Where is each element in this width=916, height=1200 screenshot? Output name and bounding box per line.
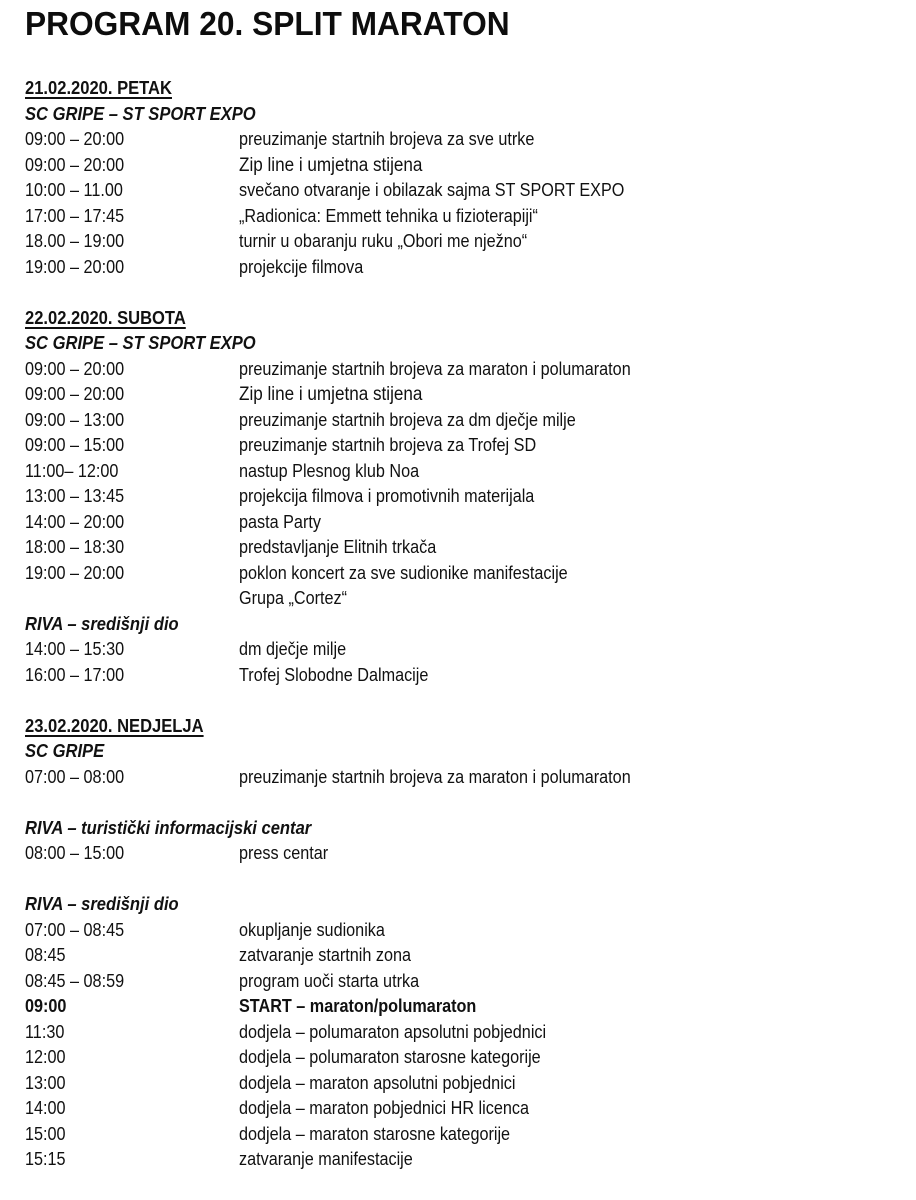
time-cell: 08:45 [25, 945, 66, 965]
schedule-row [25, 1071, 905, 1097]
schedule-row [25, 433, 905, 459]
time-cell: 08:00 – 15:00 [25, 843, 125, 863]
schedule-row [25, 586, 905, 612]
location-header: SC GRIPE [25, 741, 105, 761]
activity-cell: dodjela – maraton pobjednici HR licenca [239, 1098, 529, 1118]
time-cell: 10:00 – 11.00 [25, 180, 123, 200]
time-cell: 19:00 – 20:00 [25, 256, 125, 277]
time-cell: 09:00 – 20:00 [25, 384, 125, 404]
activity-cell: nastup Plesnog klub Noa [239, 460, 420, 481]
spacer [25, 867, 905, 893]
time-cell: 14:00 – 20:00 [25, 511, 125, 532]
time-cell: 09:00 – 13:00 [25, 409, 125, 430]
schedule-row [25, 561, 905, 587]
schedule-row [25, 1020, 905, 1046]
time-cell: 14:00 [25, 1098, 66, 1118]
document-title: PROGRAM 20. SPLIT MARATON [25, 5, 510, 42]
activity-cell: dodjela – maraton apsolutni pobjednici [239, 1072, 516, 1093]
time-cell [25, 586, 218, 612]
activity-cell: preuzimanje startnih brojeva za maraton i polumaraton [239, 766, 631, 787]
schedule-row [25, 357, 905, 383]
activity-cell: projekcija filmova i promotivnih materijala [239, 486, 535, 506]
activity-cell: poklon koncert za sve sudionike manifestacije [239, 562, 568, 583]
time-cell: 08:45 – 08:59 [25, 970, 125, 991]
schedule-row [25, 1147, 905, 1173]
spacer [25, 280, 905, 306]
activity-cell: press centar [239, 843, 329, 863]
location-header: SC GRIPE – ST SPORT EXPO [25, 333, 256, 353]
time-cell: 11:00– 12:00 [25, 460, 119, 481]
time-cell: 09:00 [25, 996, 67, 1016]
activity-cell: START – maraton/polumaraton [239, 996, 477, 1016]
schedule-row [25, 1096, 905, 1122]
schedule-row [25, 841, 905, 867]
time-cell: 13:00 – 13:45 [25, 486, 125, 506]
time-cell: 12:00 [25, 1047, 66, 1067]
activity-cell: preuzimanje startnih brojeva za maraton i polumaraton [239, 358, 631, 379]
day-header: 22.02.2020. SUBOTA [25, 307, 186, 328]
day-section-sunday [25, 714, 905, 1173]
time-cell: 07:00 – 08:45 [25, 919, 125, 940]
time-cell: 09:00 – 15:00 [25, 435, 125, 455]
activity-cell: zatvaranje startnih zona [239, 945, 411, 965]
activity-cell: turnir u obaranju ruku „Obori me nježno“ [239, 231, 528, 251]
time-cell: 09:00 – 20:00 [25, 358, 125, 379]
activity-cell: predstavljanje Elitnih trkača [239, 537, 437, 557]
schedule-row-start [25, 994, 905, 1020]
program-document [25, 0, 905, 1173]
schedule-row [25, 765, 905, 791]
time-cell: 19:00 – 20:00 [25, 562, 125, 583]
activity-cell: svečano otvaranje i obilazak sajma ST SPORT EXPO [239, 180, 625, 200]
time-cell: 17:00 – 17:45 [25, 205, 125, 226]
schedule-row [25, 535, 905, 561]
schedule-row [25, 153, 905, 179]
location-header: SC GRIPE – ST SPORT EXPO [25, 103, 256, 124]
schedule-row [25, 1045, 905, 1071]
day-section-saturday [25, 306, 905, 689]
time-cell: 07:00 – 08:00 [25, 766, 125, 787]
spacer [25, 688, 905, 714]
schedule-row [25, 178, 905, 204]
schedule-row [25, 459, 905, 485]
activity-cell: Trofej Slobodne Dalmacije [239, 664, 429, 685]
time-cell: 09:00 – 20:00 [25, 129, 125, 149]
schedule-row [25, 1122, 905, 1148]
time-cell: 09:00 – 20:00 [25, 154, 125, 175]
day-header: 21.02.2020. PETAK [25, 78, 172, 98]
time-cell: 18.00 – 19:00 [25, 231, 125, 251]
activity-cell: projekcije filmova [239, 256, 364, 277]
day-section-friday [25, 76, 905, 280]
time-cell: 18:00 – 18:30 [25, 537, 125, 557]
time-cell: 13:00 [25, 1072, 66, 1093]
location-header: RIVA – središnji dio [25, 613, 179, 634]
schedule-row [25, 943, 905, 969]
activity-cell: dodjela – maraton starosne kategorije [239, 1123, 511, 1144]
activity-cell: program uoči starta utrka [239, 970, 420, 991]
schedule-row [25, 408, 905, 434]
activity-cell: pasta Party [239, 511, 321, 532]
activity-cell: Zip line i umjetna stijena [239, 154, 423, 176]
activity-cell: preuzimanje startnih brojeva za dm dječje milje [239, 409, 576, 430]
schedule-row [25, 969, 905, 995]
location-header: RIVA – turistički informacijski centar [25, 817, 312, 838]
activity-cell: zatvaranje manifestacije [239, 1149, 413, 1169]
activity-cell: dm dječje milje [239, 639, 347, 659]
spacer [25, 790, 905, 816]
activity-cell: okupljanje sudionika [239, 919, 385, 940]
activity-cell: preuzimanje startnih brojeva za sve utrke [239, 129, 535, 149]
activity-cell: „Radionica: Emmett tehnika u fizioterapiji“ [239, 205, 538, 226]
schedule-row [25, 127, 905, 153]
activity-cell: dodjela – polumaraton starosne kategorije [239, 1047, 541, 1067]
time-cell: 16:00 – 17:00 [25, 664, 125, 685]
activity-cell: Zip line i umjetna stijena [239, 384, 423, 405]
schedule-row [25, 918, 905, 944]
activity-cell: dodjela – polumaraton apsolutni pobjednici [239, 1021, 547, 1042]
schedule-row [25, 637, 905, 663]
schedule-row [25, 382, 905, 408]
schedule-row [25, 204, 905, 230]
activity-cell: preuzimanje startnih brojeva za Trofej SD [239, 435, 537, 455]
time-cell: 15:00 [25, 1123, 66, 1144]
schedule-row [25, 510, 905, 536]
time-cell: 11:30 [25, 1021, 65, 1042]
schedule-row [25, 484, 905, 510]
schedule-row [25, 663, 905, 689]
day-header: 23.02.2020. NEDJELJA [25, 715, 204, 736]
schedule-row [25, 255, 905, 281]
time-cell: 14:00 – 15:30 [25, 639, 125, 659]
time-cell: 15:15 [25, 1149, 66, 1169]
location-header: RIVA – središnji dio [25, 894, 179, 914]
activity-cell: Grupa „Cortez“ [239, 588, 348, 608]
schedule-row [25, 229, 905, 255]
